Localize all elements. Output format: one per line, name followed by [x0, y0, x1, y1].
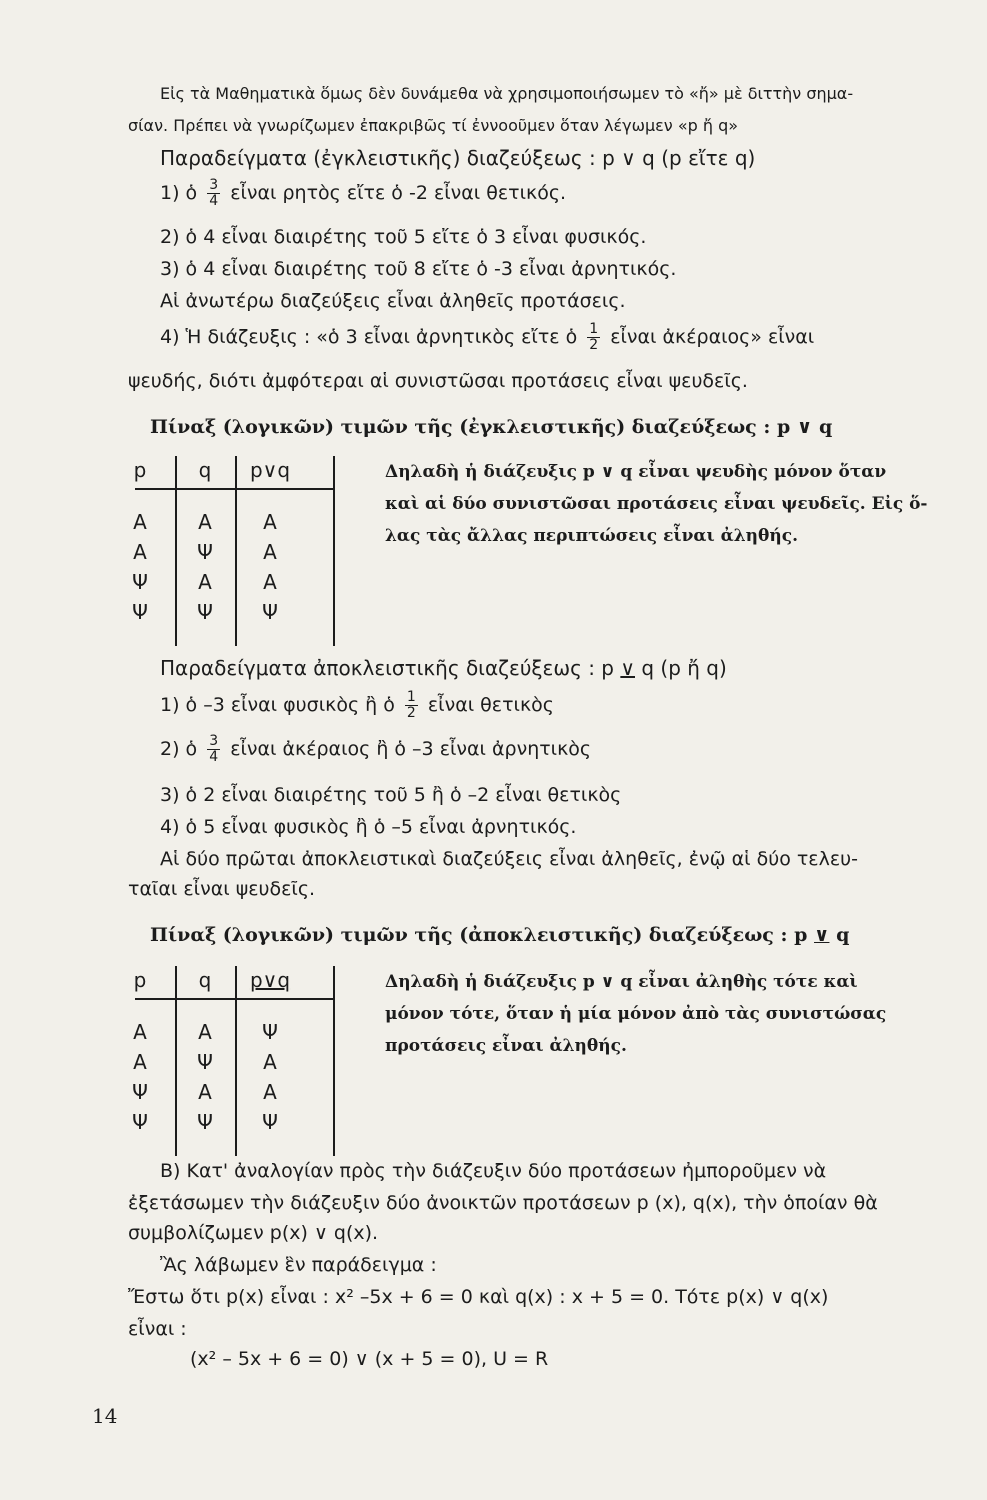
table-cell: Ψ — [197, 540, 213, 564]
table-cell: Α — [133, 510, 147, 534]
table-cell: Ψ — [262, 1020, 278, 1044]
exclusive-heading-text: Παραδείγματα ἀποκλειστικῆς διαζεύξεως : p — [160, 656, 614, 680]
table-cell: Α — [133, 540, 147, 564]
table-cell: Α — [133, 1050, 147, 1074]
table-cell: Ψ — [197, 1110, 213, 1134]
fraction-numerator: 1 — [589, 321, 599, 337]
exclusive-example-1 — [160, 690, 554, 721]
exclusive-heading — [160, 656, 727, 680]
inclusive-explanation — [385, 456, 927, 552]
exclusive-note-1: Αἱ δύο πρῶται ἀποκλειστικαὶ διαζεύξεις εἶναι ἀληθεῖς, ἐνῷ αἱ δύο τελευ- — [160, 848, 858, 870]
ex-text: εἶναι ρητὸς εἴτε ὁ -2 εἶναι θετικός. — [230, 182, 567, 204]
table-cell: Ψ — [262, 600, 278, 624]
or-symbol: ∨ — [621, 146, 636, 170]
table-cell: Α — [263, 570, 277, 594]
explanation-line: Δηλαδὴ ἡ διάζευξις p ∨ q εἶναι ψευδὴς μόνον ὅταν — [385, 462, 887, 482]
inclusive-table-title — [150, 416, 832, 438]
table-cell: Ψ — [132, 570, 148, 594]
inclusive-example-1 — [160, 178, 566, 209]
table-cell: Ψ — [132, 1080, 148, 1104]
table-divider — [235, 456, 237, 646]
explanation-line: Δηλαδὴ ἡ διάζευξις p ∨ q εἶναι ἀληθὴς τότε καὶ — [385, 972, 858, 992]
intro-line-1: Εἰς τὰ Μαθηματικὰ ὅμως δὲν δυνάμεθα νὰ χρησιμοποιήσωμεν τὸ «ἤ» μὲ διττὴν σημα- — [160, 84, 854, 103]
intro-line-2: σίαν. Πρέπει νὰ γνωρίζωμεν ἐπακριβῶς τί ἐννοοῦμεν ὅταν λέγωμεν «p ἤ q» — [128, 116, 739, 135]
section-b-line-5: Ἔστω ὅτι p(x) εἶναι : x² –5x + 6 = 0 καὶ q(x) : x + 5 = 0. Τότε p(x) ∨ q(x) — [128, 1286, 829, 1308]
table-header: q — [198, 968, 212, 992]
fraction — [207, 734, 220, 765]
exclusive-example-4: 4) ὁ 5 εἶναι φυσικὸς ἢ ὁ –5 εἶναι ἀρνητικός. — [160, 816, 577, 838]
page-number: 14 — [92, 1404, 118, 1428]
table-divider — [235, 966, 237, 1156]
table-cell: Α — [263, 1050, 277, 1074]
inclusive-note: Αἱ ἀνωτέρω διαζεύξεις εἶναι ἀληθεῖς προτάσεις. — [160, 290, 626, 312]
table-cell: Α — [198, 1080, 212, 1104]
ex-text: 1) ὁ — [160, 182, 198, 204]
fraction — [405, 690, 418, 721]
section-b-line-3: συμβολίζωμεν p(x) ∨ q(x). — [128, 1222, 379, 1244]
xor-symbol: ∨ — [620, 656, 635, 680]
fraction-denominator: 2 — [406, 705, 416, 721]
table-cell: Α — [263, 540, 277, 564]
table-title-text: Πίναξ (λογικῶν) τιμῶν τῆς (ἐγκλειστικῆς) διαζεύξεως : p — [150, 416, 791, 438]
inclusive-example-2: 2) ὁ 4 εἶναι διαιρέτης τοῦ 5 εἴτε ὁ 3 εἶναι φυσικός. — [160, 226, 647, 248]
table-cell: Ψ — [197, 1050, 213, 1074]
ex-text: 1) ὁ –3 εἶναι φυσικὸς ἢ ὁ — [160, 694, 395, 716]
or-symbol: ∨ — [796, 416, 813, 438]
table-cell: Α — [198, 510, 212, 534]
ex-text: 2) ὁ — [160, 738, 198, 760]
fraction-numerator: 3 — [209, 733, 219, 749]
table-title-tail: q — [836, 924, 850, 946]
section-b-formula: (x² – 5x + 6 = 0) ∨ (x + 5 = 0), U = R — [190, 1348, 549, 1370]
table-cell: Ψ — [197, 600, 213, 624]
table-cell: Α — [198, 1020, 212, 1044]
exclusive-example-3: 3) ὁ 2 εἶναι διαιρέτης τοῦ 5 ἢ ὁ –2 εἶναι θετικὸς — [160, 784, 622, 806]
table-header: p∨q — [249, 968, 291, 992]
table-title-text: Πίναξ (λογικῶν) τιμῶν τῆς (ἀποκλειστικῆς) διαζεύξεως : p — [150, 924, 808, 946]
exclusive-note-2: ταῖαι εἶναι ψευδεῖς. — [128, 878, 316, 900]
table-header: p∨q — [249, 458, 291, 482]
table-title-tail: q — [818, 416, 833, 438]
exclusive-explanation — [385, 966, 886, 1062]
section-b-line-1: Β) Κατ' ἀναλογίαν πρὸς τὴν διάζευξιν δύο προτάσεων ἠμποροῦμεν νὰ — [160, 1160, 827, 1182]
fraction — [207, 178, 220, 209]
table-divider — [333, 456, 335, 646]
fraction-numerator: 1 — [406, 689, 416, 705]
table-cell: Ψ — [132, 600, 148, 624]
table-divider — [333, 966, 335, 1156]
table-cell: Ψ — [132, 1110, 148, 1134]
fraction-denominator: 4 — [209, 749, 219, 765]
table-header: p — [133, 968, 147, 992]
table-cell: Α — [263, 510, 277, 534]
ex-text: εἶναι ἀκέραιος» εἶναι — [610, 326, 815, 348]
fraction-numerator: 3 — [209, 177, 219, 193]
explanation-line: λας τὰς ἄλλας περιπτώσεις εἶναι ἀληθής. — [385, 526, 798, 546]
explanation-line: καὶ αἱ δύο συνιστῶσαι προτάσεις εἶναι ψευδεῖς. Εἰς ὅ- — [385, 494, 928, 514]
inclusive-heading-tail: q (p εἴτε q) — [642, 146, 756, 170]
ex-text: εἶναι θετικὸς — [427, 694, 554, 716]
table-cell: Α — [133, 1020, 147, 1044]
table-cell: Α — [198, 570, 212, 594]
table-cell: Α — [263, 1080, 277, 1104]
inclusive-heading — [160, 146, 755, 170]
table-header: p — [133, 458, 147, 482]
exclusive-example-2 — [160, 734, 591, 765]
ex-text: 4) Ἡ διάζευξις : «ὁ 3 εἶναι ἀρνητικὸς εἴτε ὁ — [160, 326, 578, 348]
inclusive-example-4 — [160, 322, 814, 353]
inclusive-heading-text: Παραδείγματα (ἐγκλειστικῆς) διαζεύξεως : p — [160, 146, 615, 170]
section-b-line-2: ἐξετάσωμεν τὴν διάζευξιν δύο ἀνοικτῶν προτάσεων p (x), q(x), τὴν ὁποίαν θὰ — [128, 1192, 878, 1214]
xor-symbol: ∨ — [814, 924, 830, 946]
table-header: q — [198, 458, 212, 482]
inclusive-example-3: 3) ὁ 4 εἶναι διαιρέτης τοῦ 8 εἴτε ὁ -3 εἶναι ἀρνητικός. — [160, 258, 677, 280]
table-cell: Ψ — [262, 1110, 278, 1134]
fraction-denominator: 2 — [589, 337, 599, 353]
fraction-denominator: 4 — [209, 193, 219, 209]
explanation-line: μόνον τότε, ὅταν ἡ μία μόνον ἀπὸ τὰς συνιστώσας — [385, 1004, 887, 1024]
exclusive-table-title — [150, 924, 849, 946]
inclusive-example-4-cont: ψευδής, διότι ἀμφότεραι αἱ συνιστῶσαι προτάσεις εἶναι ψευδεῖς. — [128, 370, 748, 392]
section-b-line-4: Ἂς λάβωμεν ἓν παράδειγμα : — [160, 1254, 437, 1276]
section-b-line-6: εἶναι : — [128, 1318, 187, 1340]
exclusive-heading-tail: q (p ἤ q) — [641, 656, 727, 680]
explanation-line: προτάσεις εἶναι ἀληθής. — [385, 1036, 627, 1056]
fraction — [587, 322, 600, 353]
ex-text: εἶναι ἀκέραιος ἢ ὁ –3 εἶναι ἀρνητικὸς — [230, 738, 592, 760]
